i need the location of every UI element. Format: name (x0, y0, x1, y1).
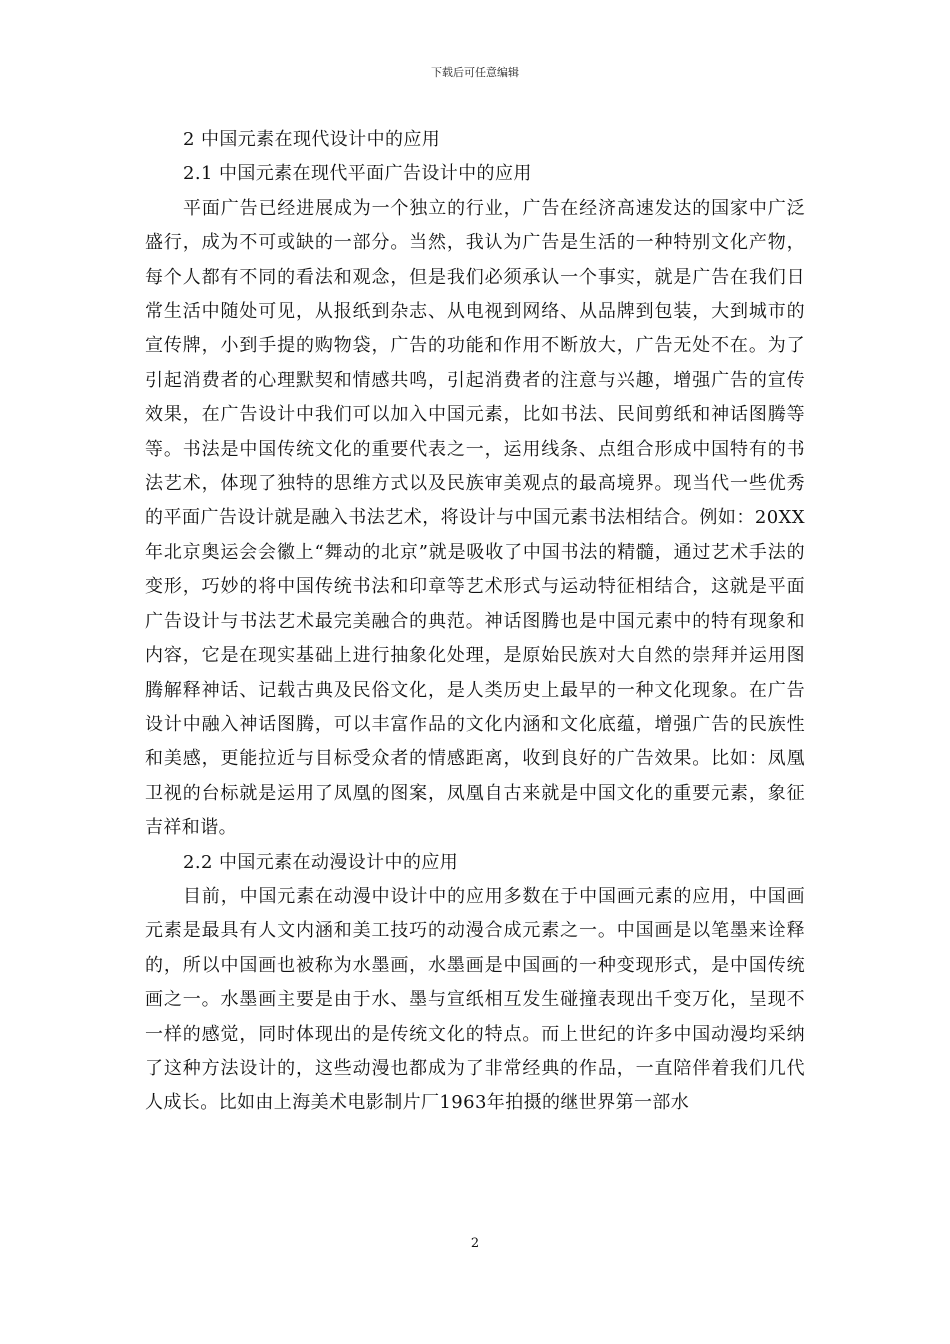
document-body (145, 123, 805, 1121)
section-2-1-paragraph: 平面广告已经进展成为一个独立的行业，广告在经济高速发达的国家中广泛盛行，成为不可或缺的一部分。当然，我认为广告是生活的一种特别文化产物，每个人都有不同的看法和观念，但是我们必须承认一个事实，就是广告在我们日常生活中随处可见，从报纸到杂志、从电视到网络、从品牌到包装，大到城市的宣传牌，小到手提的购物袋，广告的功能和作用不断放大，广告无处不在。为了引起消费者的心理默契和情感共鸣，引起消费者的注意与兴趣，增强广告的宣传效果，在广告设计中我们可以加入中国元素，比如书法、民间剪纸和神话图腾等等。书法是中国传统文化的重要代表之一，运用线条、点组合形成中国特有的书法艺术，体现了独特的思维方式以及民族审美观点的最高境界。现当代一些优秀的平面广告设计就是融入书法艺术，将设计与中国元素书法相结合。例如：20XX年北京奥运会会徽上“舞动的北京”就是吸收了中国书法的精髓，通过艺术手法的变形，巧妙的将中国传统书法和印章等艺术形式与运动特征相结合，这就是平面广告设计与书法艺术最完美融合的典范。神话图腾也是中国元素中的特有现象和内容，它是在现实基础上进行抽象化处理，是原始民族对大自然的崇拜并运用图腾解释神话、记载古典及民俗文化，是人类历史上最早的一种文化现象。在广告设计中融入神话图腾，可以丰富作品的文化内涵和文化底蕴，增强广告的民族性和美感，更能拉近与目标受众者的情感距离，收到良好的广告效果。比如：凤凰卫视的台标就是运用了凤凰的图案，凤凰自古来就是中国文化的重要元素，象征吉祥和谐。 (145, 197, 805, 839)
section-2-2-title: 2.2 中国元素在动漫设计中的应用 (183, 851, 459, 873)
section-2-2-paragraph: 目前，中国元素在动漫中设计中的应用多数在于中国画元素的应用，中国画元素是最具有人文内涵和美工技巧的动漫合成元素之一。中国画是以笔墨来诠释的，所以中国画也被称为水墨画，水墨画是中国画的一种变现形式，是中国传统画之一。水墨画主要是由于水、墨与宣纸相互发生碰撞表现出千变万化，呈现不一样的感觉，同时体现出的是传统文化的特点。而上世纪的许多中国动漫均采纳了这种方法设计的，这些动漫也都成为了非常经典的作品，一直陪伴着我们几代人成长。比如由上海美术电影制片厂1963年拍摄的继世界第一部水 (145, 885, 805, 1114)
page-number: 2 (470, 1236, 480, 1251)
header-note: 下载后可任意编辑 (431, 66, 519, 79)
section-2-title: 2 中国元素在现代设计中的应用 (183, 129, 441, 150)
section-2-1-title: 2.1 中国元素在现代平面广告设计中的应用 (183, 163, 532, 185)
